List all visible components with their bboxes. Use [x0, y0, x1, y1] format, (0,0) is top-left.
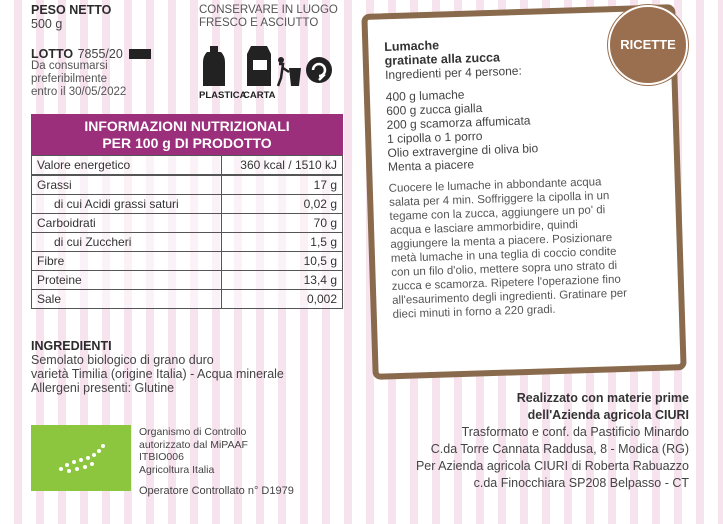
eu-organic-logo [31, 425, 131, 491]
table-row [32, 252, 343, 271]
lot-label: LOTTO [31, 47, 74, 61]
table-row [32, 290, 343, 309]
recipe-step-line: salata per 4 min. Soffriggere la cipolla in un [388, 190, 610, 209]
recipe-step-line: aggiungere la menta a piacere. Posizionare [390, 231, 613, 251]
net-weight-label: PESO NETTO [31, 3, 112, 17]
nutrient-value: 13,4 g [222, 271, 343, 290]
producer-line: Per Azienda agricola CIURI di Roberta Rabuazzo [415, 459, 689, 473]
nutrient-name: Valore energetico [32, 156, 222, 176]
operator-code: Operatore Controllato n° D1979 [139, 485, 294, 497]
ingredients-line: varietà Timilia (origine Italia) - Acqua minerale [31, 367, 284, 381]
ingredients-title: INGREDIENTI [31, 339, 112, 353]
nutrient-value: 1,5 g [222, 233, 343, 252]
best-before [31, 60, 126, 99]
best-before-line: entro il 30/05/2022 [31, 86, 127, 98]
recipe-badge: RICETTE [608, 5, 688, 85]
recipe-ingredient: Menta a piacere [387, 157, 475, 174]
producer-line: dell'Azienda agricola CIURI [527, 408, 689, 422]
paper-label: CARTA [243, 90, 276, 101]
recycling-info [199, 42, 339, 100]
nutrient-value: 360 kcal / 1510 kJ [222, 156, 343, 176]
table-row [32, 214, 343, 233]
producer-line: Realizzato con materie prime [516, 391, 689, 405]
plastic-label: PLASTICA [199, 90, 247, 101]
nutrient-name: Fibre [32, 252, 222, 271]
nutrient-name: Grassi [32, 175, 222, 195]
recipe-ingredient: 1 cipolla o 1 porro [386, 128, 483, 146]
recipe-step-line: zucca e scamorza. Ripetere l'operazione fino [391, 273, 621, 293]
recipe-content [384, 31, 673, 322]
nutrient-value: 0,02 g [222, 195, 343, 214]
recipe-step-line: dieci minuti in forno a 220 gradi. [392, 303, 556, 321]
nutrient-value: 70 g [222, 214, 343, 233]
control-line: Organismo di Controllo [139, 426, 247, 438]
recipe-step-line: Cuocere le lumache in abbondante acqua [388, 176, 602, 195]
nutrition-header [31, 114, 343, 155]
ingredients-line: Allergeni presenti: Glutine [31, 381, 175, 395]
recipe-ingredient: 400 g lumache [385, 87, 465, 104]
control-line: ITBIO006 [139, 451, 184, 463]
producer-info [416, 390, 689, 492]
nutrition-title: INFORMAZIONI NUTRIZIONALI [84, 118, 290, 134]
recipe-title: Lumache [384, 38, 440, 54]
recipe-step-line: tegame con la zucca, aggiungere un po' di [389, 204, 606, 223]
nutrition-table [31, 155, 343, 309]
nutrition-subtitle: PER 100 g DI PRODOTTO [102, 135, 272, 151]
storage-instructions [199, 4, 338, 30]
table-row [32, 175, 343, 195]
ingredients-line: Semolato biologico di grano duro [31, 353, 214, 367]
control-body [139, 426, 248, 476]
eu-leaf-stars-icon [31, 425, 131, 491]
recipe-ingredient: 200 g scamorza affumicata [386, 113, 531, 132]
paper-carton-icon [247, 46, 271, 86]
table-row [32, 233, 343, 252]
recipe-ingredient: 600 g zucca gialla [386, 100, 483, 118]
plastic-bottle-icon [203, 46, 225, 86]
recipe-steps [388, 173, 672, 322]
nutrient-name: Proteine [32, 271, 222, 290]
nutrient-name: di cui Zuccheri [32, 233, 222, 252]
recipe-step-line: acqua e lasciare ammorbidire, quindi [389, 219, 579, 237]
nutrient-value: 17 g [222, 175, 343, 195]
table-row [32, 195, 343, 214]
storage-line: CONSERVARE IN LUOGO [199, 4, 338, 16]
ingredients-text [31, 353, 284, 395]
best-before-line: preferibilmente [31, 73, 108, 85]
recipe-title-2: gratinate alla zucca [384, 50, 501, 68]
storage-line: FRESCO E ASCIUTTO [199, 17, 319, 29]
lot-black-mark [129, 49, 151, 59]
recipe-ingredients [386, 81, 669, 174]
table-row [32, 271, 343, 290]
recipe-subtitle: Ingredienti per 4 persone: [384, 63, 523, 82]
recipe-step-line: metà lumache in una teglia di coccio condite [390, 245, 617, 265]
best-before-line: Da consumarsi [31, 60, 108, 72]
nutrient-name: di cui Acidi grassi saturi [32, 195, 222, 214]
nutrient-name: Carboidrati [32, 214, 222, 233]
bin-person-icon [278, 57, 301, 86]
nutrient-value: 0,002 [222, 290, 343, 309]
control-line: Agricoltura Italia [139, 463, 215, 476]
producer-line: Trasformato e conf. da Pastificio Minardo [461, 425, 689, 439]
producer-line: C.da Torre Cannata Raddusa, 8 - Modica (RG) [430, 442, 689, 456]
producer-line: c.da Finocchiara SP208 Belpasso - CT [473, 476, 689, 490]
recipe-step-line: all'esaurimento degli ingredienti. Gratinare per [392, 287, 628, 307]
recipe-ingredient: Olio extravergine di oliva bio [387, 141, 539, 160]
recycling-icons [199, 42, 339, 90]
nutrient-value: 10,5 g [222, 252, 343, 271]
net-weight-value: 500 g [31, 17, 63, 31]
nutrient-name: Sale [32, 290, 222, 309]
table-row [32, 156, 343, 176]
control-line: autorizzato dal MiPAAF [139, 438, 248, 451]
recipe-step-line: con un filo d'olio, mettere sopra uno strato di [391, 259, 618, 279]
recycle-loop-icon [306, 57, 332, 83]
lot-code: 7855/20 [77, 47, 123, 61]
